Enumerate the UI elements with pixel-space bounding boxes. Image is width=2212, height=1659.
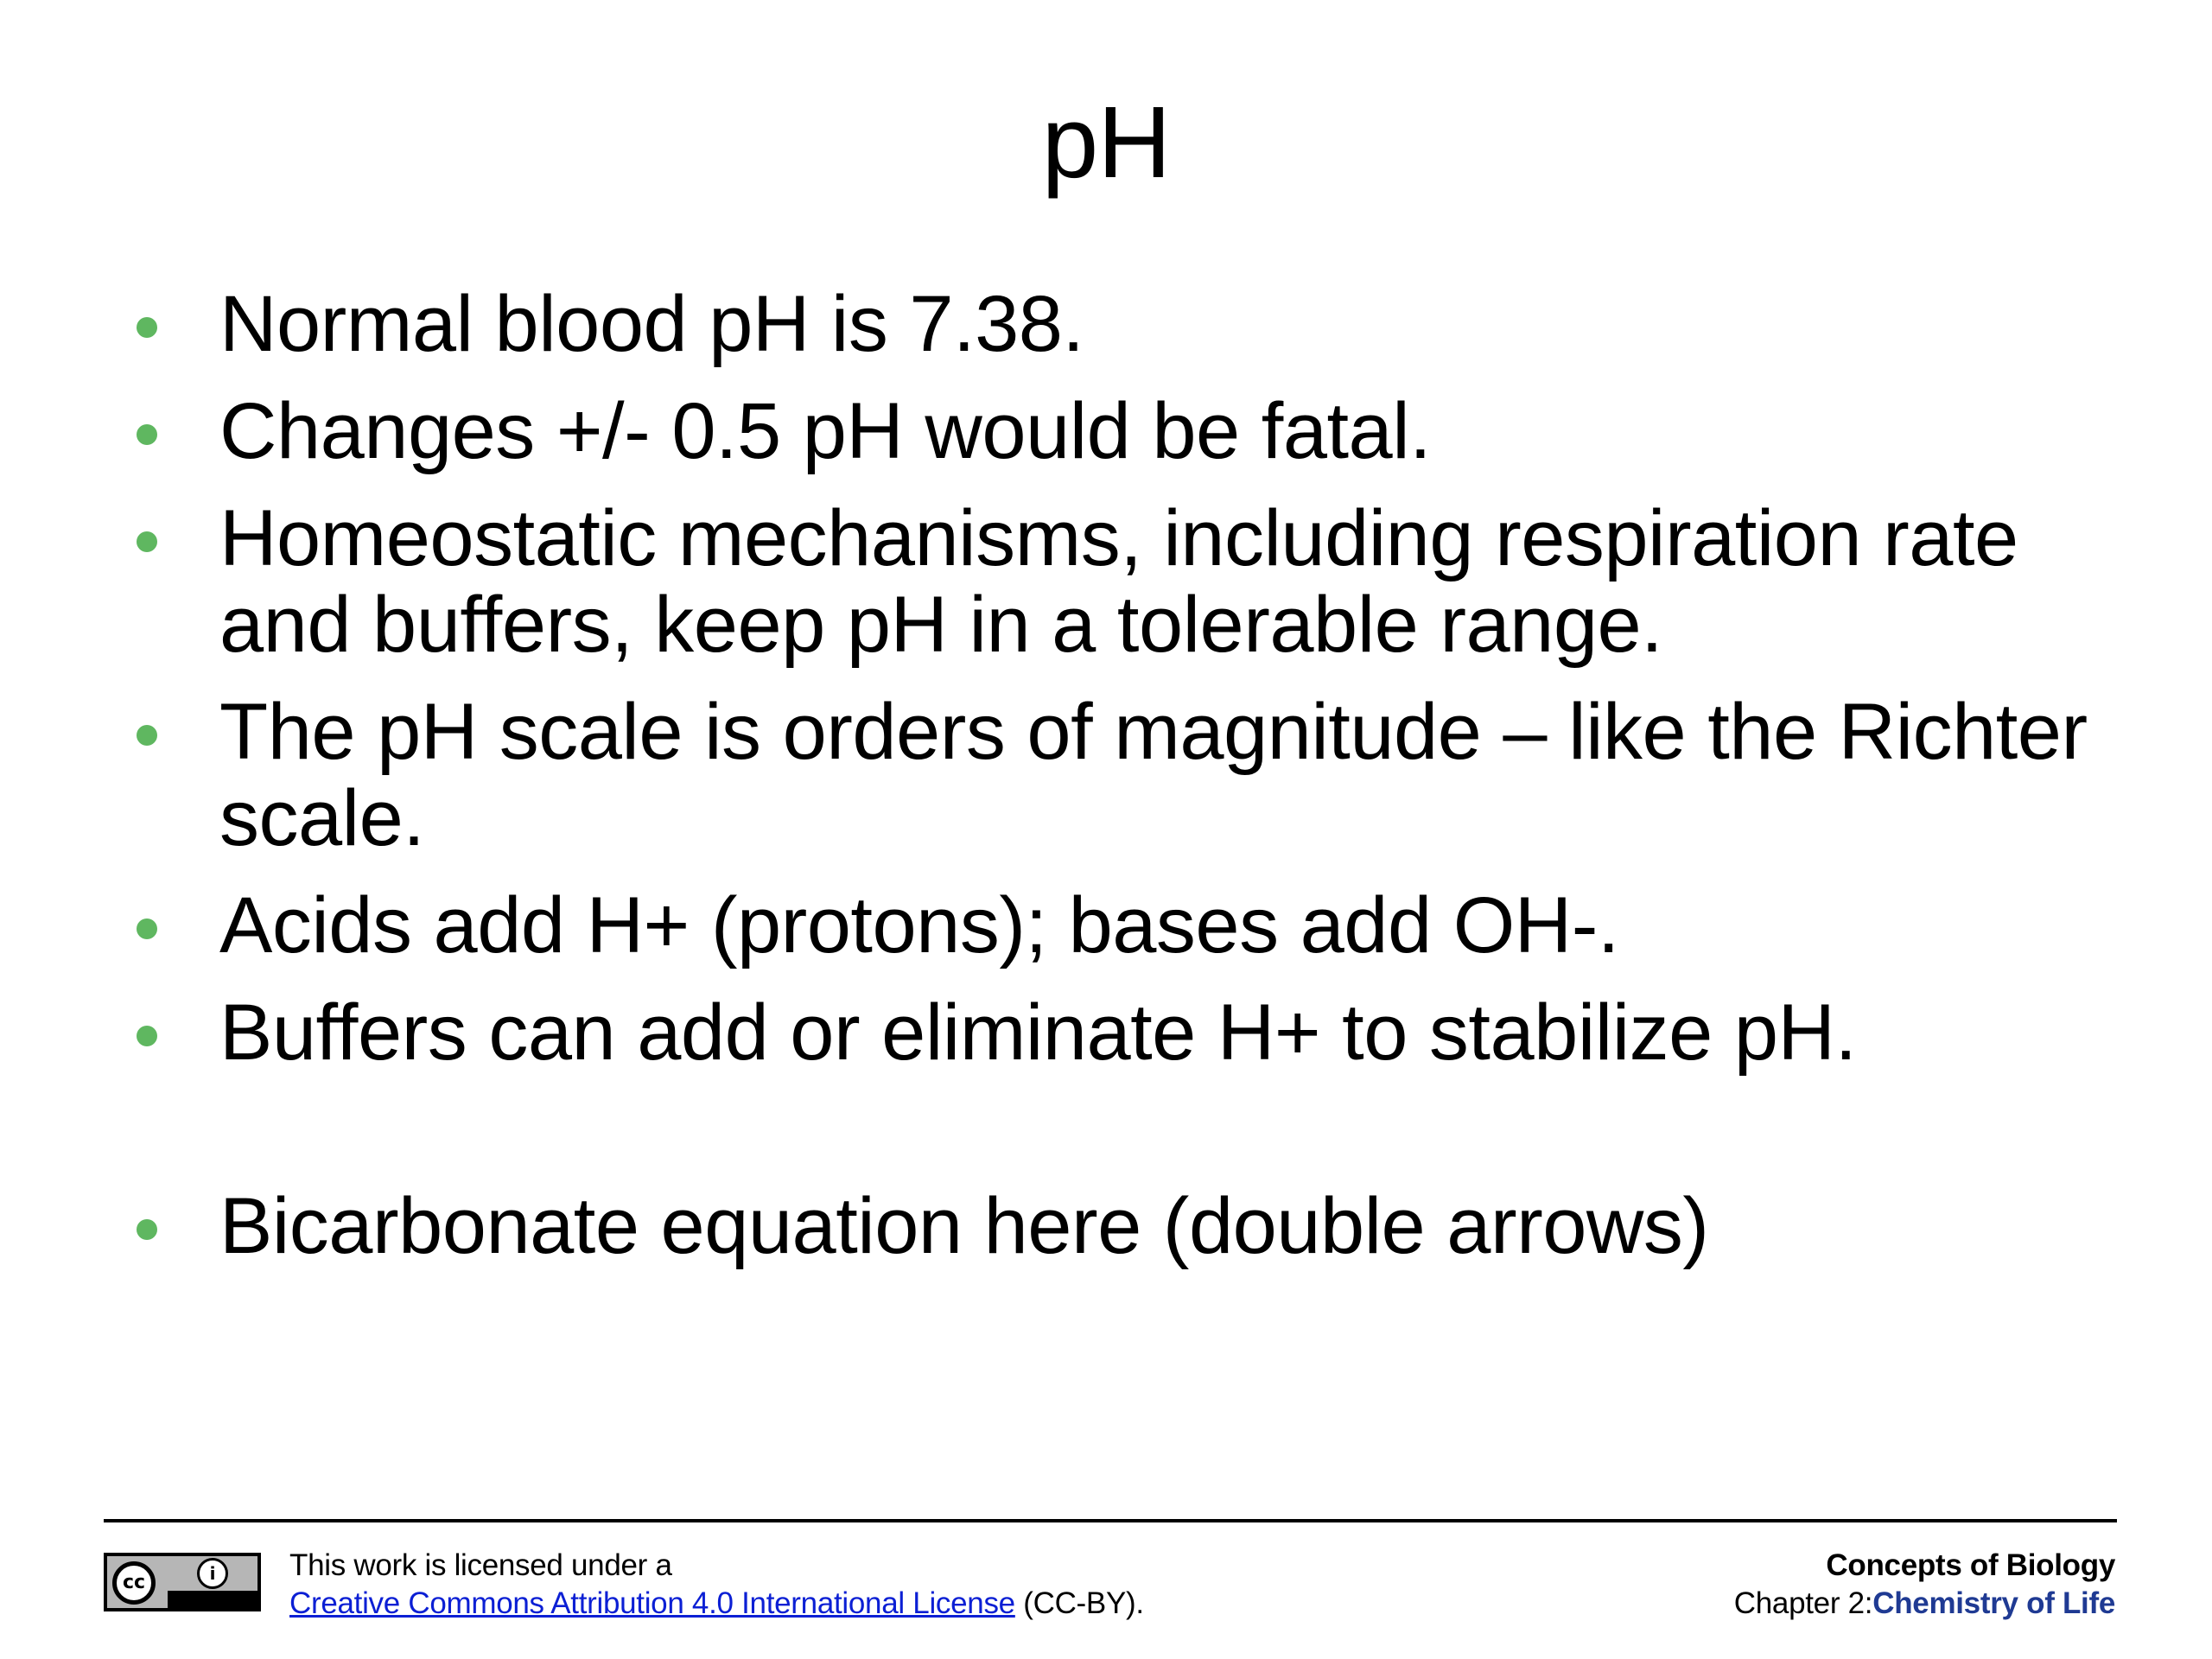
- bullet-dot-icon: [137, 725, 157, 746]
- book-info: [1734, 1547, 2115, 1623]
- bullet-item: [130, 989, 2117, 1076]
- bullet-text: Acids add H+ (protons); bases add OH-.: [219, 881, 1619, 969]
- bullet-dot-icon: [137, 531, 157, 552]
- bullet-text: Normal blood pH is 7.38.: [219, 280, 1084, 368]
- chapter-prefix: Chapter 2:: [1733, 1586, 1873, 1620]
- bullet-item: [130, 388, 2117, 474]
- license-link[interactable]: Creative Commons Attribution 4.0 International License: [289, 1586, 1015, 1620]
- license-notice: [289, 1547, 1144, 1623]
- creative-commons-by-icon[interactable]: [104, 1553, 261, 1611]
- bullet-dot-icon: [137, 424, 157, 445]
- bullet-text: Buffers can add or eliminate H+ to stabilize pH.: [219, 988, 1857, 1077]
- cc-logo-icon: cc: [112, 1561, 156, 1605]
- bullet-dot-icon: [137, 918, 157, 939]
- bullet-text: Changes +/- 0.5 pH would be fatal.: [219, 387, 1432, 475]
- bullet-item: [130, 1183, 2117, 1269]
- footer-divider: [104, 1519, 2117, 1522]
- bullet-item: [130, 689, 2117, 861]
- bullet-item: [130, 495, 2117, 668]
- bullet-text: Bicarbonate equation here (double arrows): [219, 1182, 1709, 1270]
- license-line: [289, 1585, 1144, 1623]
- bullet-text: The pH scale is orders of magnitude – like the Richter scale.: [219, 688, 2088, 862]
- bullet-list: [130, 281, 2117, 1290]
- bullet-text: Homeostatic mechanisms, including respiration rate and buffers, keep pH in a tolerable range.: [219, 494, 2018, 669]
- bullet-dot-icon: [137, 1219, 157, 1240]
- attribution-person-icon: i: [197, 1558, 228, 1589]
- chapter-name: Chemistry of Life: [1872, 1586, 2115, 1620]
- bullet-item: [130, 882, 2117, 969]
- bullet-dot-icon: [137, 317, 157, 338]
- by-strip: [168, 1591, 257, 1608]
- slide-title: pH: [1041, 86, 1171, 200]
- license-suffix: (CC-BY).: [1014, 1586, 1144, 1620]
- license-prefix: This work is licensed under a: [289, 1548, 672, 1582]
- book-title: Concepts of Biology: [1826, 1548, 2115, 1582]
- bullet-item: [130, 281, 2117, 367]
- bullet-dot-icon: [137, 1026, 157, 1046]
- chapter-line: [1734, 1585, 2115, 1623]
